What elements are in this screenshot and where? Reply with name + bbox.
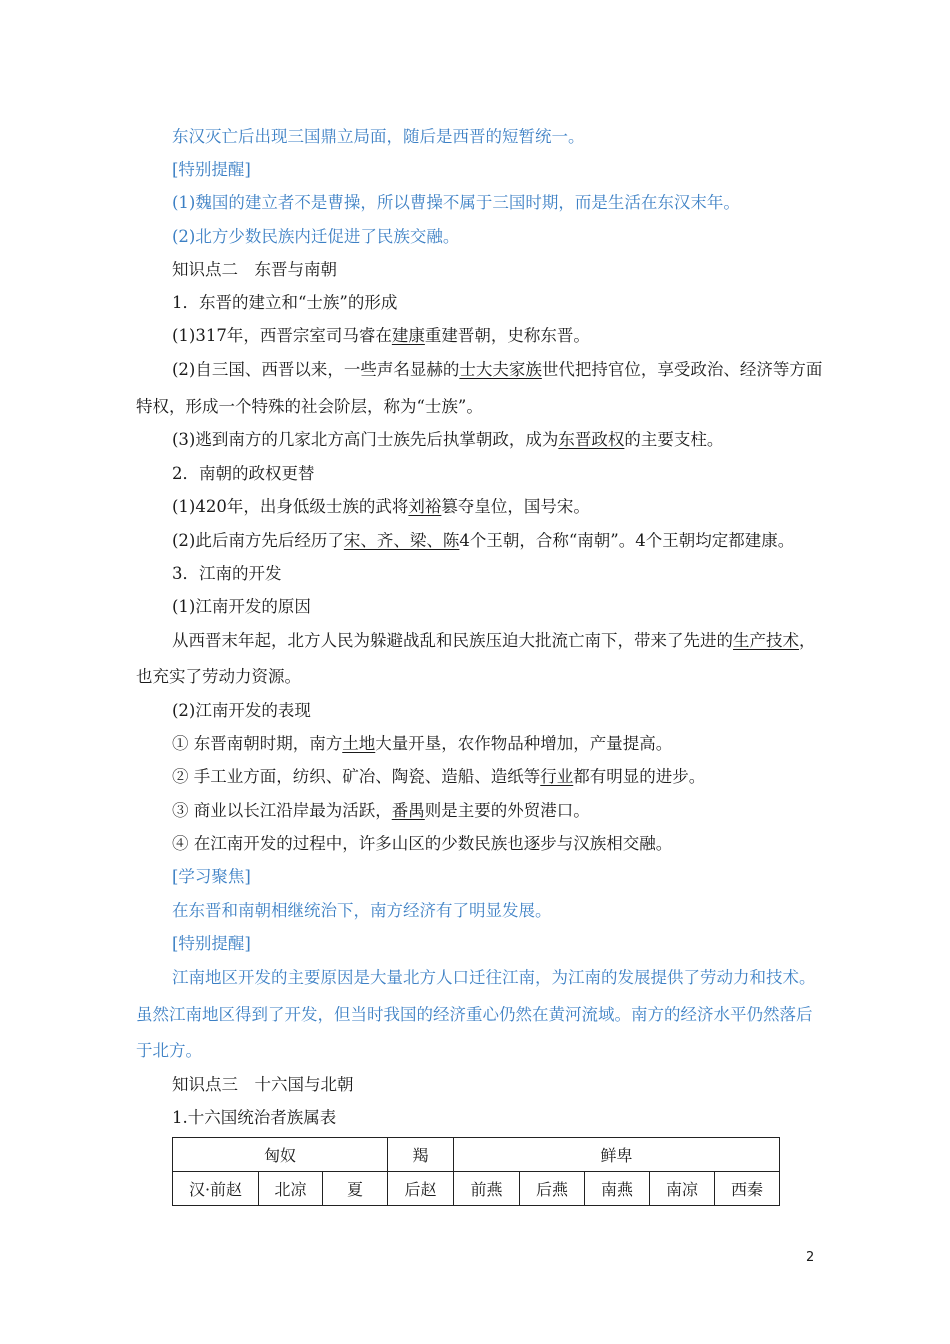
- table-cell: 后燕: [520, 1172, 585, 1206]
- underlined-term: 刘裕: [408, 497, 442, 516]
- table-cell: 南燕: [585, 1172, 650, 1206]
- table-header-row: [173, 1138, 780, 1172]
- table-cell: 汉·前赵: [173, 1172, 259, 1206]
- underlined-term: 番禺: [391, 801, 425, 820]
- note-text-continued: 于北方。: [136, 1041, 202, 1060]
- underlined-term: 土地: [342, 734, 376, 753]
- table-caption: 1.十六国统治者族属表: [172, 1108, 337, 1127]
- paragraph: (2)此后南方先后经历了宋、齐、梁、陈4个王朝，合称“南朝”。4个王朝均定都建康。: [172, 531, 795, 550]
- paragraph: (2)自三国、西晋以来，一些声名显赫的士大夫家族世代把持官位，享受政治、经济等方面: [172, 360, 823, 379]
- note-text-continued: 虽然江南地区得到了开发，但当时我国的经济重心仍然在黄河流域。南方的经济水平仍然落后: [136, 1005, 813, 1024]
- note-text: 江南地区开发的主要原因是大量北方人口迁往江南，为江南的发展提供了劳动力和技术。: [172, 968, 816, 987]
- list-item: ③ 商业以长江沿岸最为活跃，番禺则是主要的外贸港口。: [172, 801, 590, 820]
- list-item: ② 手工业方面，纺织、矿冶、陶瓷、造船、造纸等行业都有明显的进步。: [172, 767, 706, 786]
- paragraph: (1)420年，出身低级士族的武将刘裕篡夺皇位，国号宋。: [172, 497, 590, 516]
- section-heading-3: 知识点三 十六国与北朝: [172, 1075, 354, 1094]
- subheading-item: (2)江南开发的表现: [172, 701, 311, 720]
- table-cell: 北凉: [259, 1172, 323, 1206]
- underlined-term: 生产技术: [733, 631, 799, 650]
- subheading-item: (1)江南开发的原因: [172, 597, 311, 616]
- table-header-cell: 鲜卑: [454, 1138, 780, 1172]
- list-item: ① 东晋南朝时期，南方土地大量开垦，农作物品种增加，产量提高。: [172, 734, 673, 753]
- underlined-term: 东晋政权: [558, 430, 625, 449]
- subheading-3: 3．江南的开发: [172, 564, 282, 583]
- table-cell: 后赵: [388, 1172, 454, 1206]
- subheading-2: 2．南朝的政权更替: [172, 464, 315, 483]
- table-header-cell: 羯: [388, 1138, 454, 1172]
- note-heading: [特别提醒]: [172, 160, 251, 179]
- note-heading: [特别提醒]: [172, 934, 251, 953]
- table-cell: 夏: [323, 1172, 388, 1206]
- paragraph: (3)逃到南方的几家北方高门士族先后执掌朝政，成为东晋政权的主要支柱。: [172, 430, 724, 449]
- underlined-term: 士大夫家族: [459, 360, 542, 379]
- page-number: 2: [806, 1250, 815, 1265]
- focus-heading: [学习聚焦]: [172, 867, 251, 886]
- paragraph-summary: 东汉灭亡后出现三国鼎立局面，随后是西晋的短暂统一。: [172, 127, 585, 146]
- table-row: [173, 1172, 780, 1206]
- note-item-1: (1)魏国的建立者不是曹操，所以曹操不属于三国时期，而是生活在东汉末年。: [172, 193, 740, 212]
- note-item-2: (2)北方少数民族内迁促进了民族交融。: [172, 227, 460, 246]
- table-cell: 前燕: [454, 1172, 520, 1206]
- underlined-term: 建康: [391, 326, 425, 345]
- list-item: ④ 在江南开发的过程中，许多山区的少数民族也逐步与汉族相交融。: [172, 834, 673, 853]
- paragraph: (1)317年，西晋宗室司马睿在建康重建晋朝，史称东晋。: [172, 326, 590, 345]
- subheading-1: 1．东晋的建立和“士族”的形成: [172, 293, 398, 312]
- underlined-term: 宋、齐、梁、陈: [343, 531, 460, 550]
- table-cell: 南凉: [650, 1172, 715, 1206]
- paragraph-continued: 也充实了劳动力资源。: [136, 667, 301, 686]
- section-heading-2: 知识点二 东晋与南朝: [172, 260, 337, 279]
- ethnicity-table: [172, 1137, 780, 1206]
- focus-text: 在东晋和南朝相继统治下，南方经济有了明显发展。: [172, 901, 552, 920]
- underlined-term: 行业: [540, 767, 574, 786]
- paragraph-continued: 特权，形成一个特殊的社会阶层，称为“士族”。: [136, 397, 483, 416]
- table-header-cell: 匈奴: [173, 1138, 388, 1172]
- paragraph: 从西晋末年起，北方人民为躲避战乱和民族压迫大批流亡南下，带来了先进的生产技术，: [172, 631, 816, 650]
- table-cell: 西秦: [715, 1172, 780, 1206]
